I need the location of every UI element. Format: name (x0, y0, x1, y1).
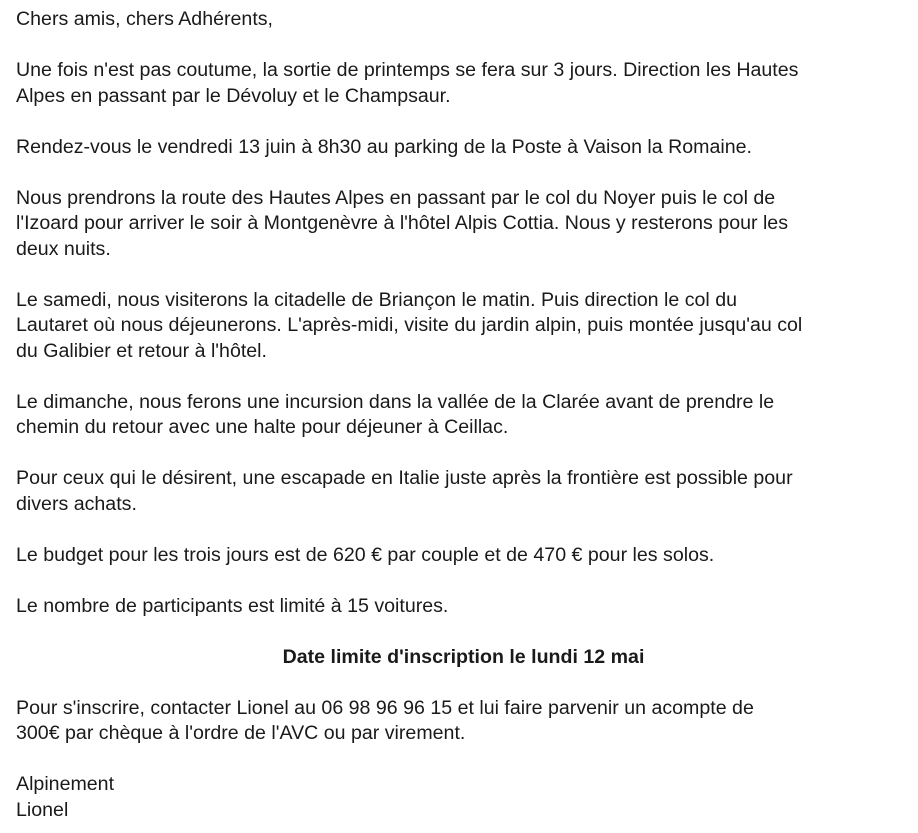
text-line: Alpes en passant par le Dévoluy et le Champsaur. (16, 84, 451, 107)
text-line: Nous prendrons la route des Hautes Alpes en passant par le col du Noyer puis le col de (16, 186, 776, 209)
text-line: Pour s'inscrire, contacter Lionel au 06 98 96 96 15 et lui faire parvenir un acompte de (16, 696, 754, 719)
signature-name: Lionel (16, 798, 69, 821)
text-line: 300€ par chèque à l'ordre de l'AVC ou par virement. (16, 722, 466, 744)
text-line: deux nuits. (16, 237, 111, 260)
text-line: du Galibier et retour à l'hôtel. (16, 339, 267, 362)
text-line: Pour ceux qui le désirent, une escapade en Italie juste après la frontière est possible pour (16, 467, 793, 489)
registration-deadline: Date limite d'inscription le lundi 12 mai (282, 645, 645, 668)
paragraph-participants-limit (16, 594, 911, 620)
text-line: chemin du retour avec une halte pour déjeuner à Ceillac. (16, 416, 509, 438)
paragraph-day-friday (16, 186, 911, 263)
text-line: Rendez-vous le vendredi 13 juin à 8h30 au parking de la Poste à Vaison la Romaine. (16, 135, 752, 158)
paragraph-meeting-point (16, 135, 911, 161)
text-line: Le budget pour les trois jours est de 620 € par couple et de 470 € pour les solos. (16, 543, 715, 566)
paragraph-day-sunday (16, 390, 911, 441)
paragraph-budget (16, 543, 911, 569)
text-line: Une fois n'est pas coutume, la sortie de printemps se fera sur 3 jours. Direction les Hautes (16, 59, 799, 81)
text-line: divers achats. (16, 492, 137, 515)
letter-body (16, 7, 911, 823)
text-line: Lautaret où nous déjeunerons. L'après-midi, visite du jardin alpin, puis montée jusqu'au col (16, 314, 803, 336)
closing: Alpinement (16, 773, 115, 795)
text-line: Le samedi, nous visiterons la citadelle de Briançon le matin. Puis direction le col du (16, 288, 737, 311)
paragraph-contact (16, 696, 911, 747)
paragraph-day-saturday (16, 288, 911, 365)
signature-block (16, 772, 911, 823)
text-line: l'Izoard pour arriver le soir à Montgenèvre à l'hôtel Alpis Cottia. Nous y resterons pour les (16, 212, 789, 234)
text-line: Le dimanche, nous ferons une incursion dans la vallée de la Clarée avant de prendre le (16, 390, 775, 413)
paragraph-italy-escapade (16, 466, 911, 517)
greeting: Chers amis, chers Adhérents, (16, 8, 274, 30)
paragraph-intro (16, 58, 911, 109)
text-line: Le nombre de participants est limité à 15 voitures. (16, 594, 449, 617)
